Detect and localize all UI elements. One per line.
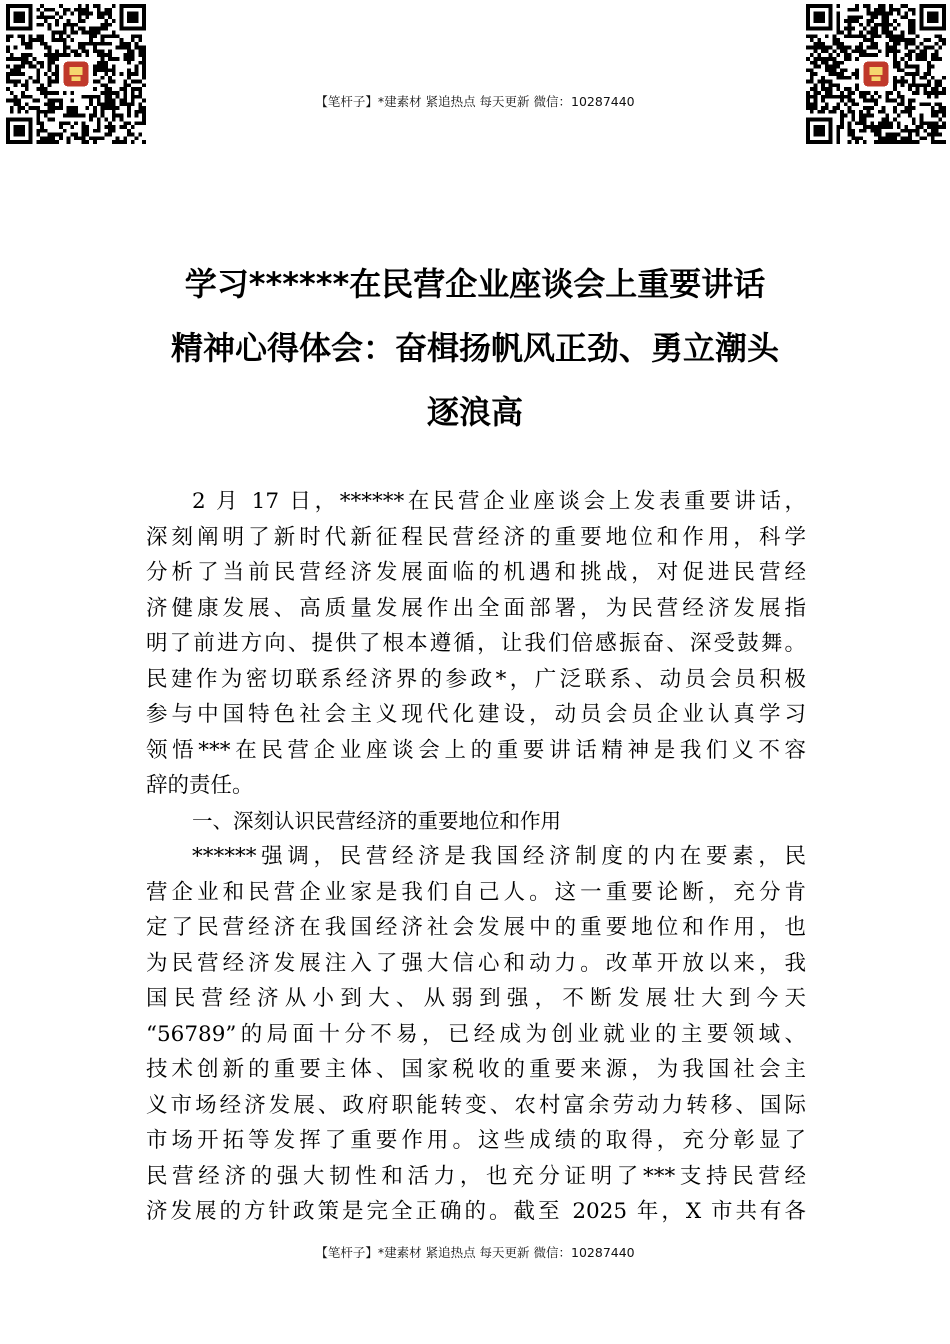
text-line: 为民营经济发展注入了强大信心和动力。改革开放以来，我 <box>146 950 806 976</box>
text-line: 技术创新的重要主体、国家税收的重要来源，为我国社会主 <box>146 1057 806 1082</box>
text-line: 济发展的方针政策是完全正确的。截至 2025 年，X 市共有各 <box>146 1199 806 1224</box>
text-line: 民建作为密切联系经济界的参政*，广泛联系、动员会员积极 <box>146 666 806 692</box>
qr-code-left <box>6 4 146 144</box>
text-line: 义市场经济发展、政府职能转变、农村富余劳动力转移、国际 <box>146 1092 806 1118</box>
title-line: 学习******在民营企业座谈会上重要讲话 <box>184 265 766 303</box>
text-line: 营企业和民营企业家是我们自己人。这一重要论断，充分肯 <box>146 879 806 905</box>
qr-code-icon <box>806 4 946 144</box>
article-body <box>146 484 806 1230</box>
text-line: 2 月 17 日，******在民营企业座谈会上发表重要讲话， <box>192 489 806 514</box>
qr-code-right <box>806 4 946 144</box>
text-line: 辞的责任。 <box>146 773 254 798</box>
text-line: 济健康发展、高质量发展作出全面部署，为民营经济发展指 <box>146 595 806 621</box>
qr-code-icon <box>6 4 146 144</box>
text-line: 明了前进方向、提供了根本遵循，让我们倍感振奋、深受鼓舞。 <box>146 631 806 656</box>
page-title <box>110 252 840 444</box>
header-note: 【笔杆子】*建素材 紧追热点 每天更新 微信：10287440 <box>315 94 635 109</box>
section-heading: 一、深刻认识民营经济的重要地位和作用 <box>192 808 561 833</box>
text-line: 市场开拓等发挥了重要作用。这些成绩的取得，充分彰显了 <box>146 1128 806 1153</box>
footer-note: 【笔杆子】*建素材 紧追热点 每天更新 微信：10287440 <box>315 1245 635 1260</box>
text-line: 国民营经济从小到大、从弱到强，不断发展壮大到今天 <box>146 986 806 1011</box>
text-line: 参与中国特色社会主义现代化建设，动员会员企业认真学习 <box>146 702 806 727</box>
title-line: 逐浪高 <box>426 393 523 431</box>
text-line: 民营经济的强大韧性和活力，也充分证明了***支持民营经 <box>146 1163 806 1189</box>
text-line: “56789”的局面十分不易，已经成为创业就业的主要领域、 <box>146 1021 806 1047</box>
text-line: 领悟***在民营企业座谈会上的重要讲话精神是我们义不容 <box>146 737 806 763</box>
text-line: 定了民营经济在我国经济社会发展中的重要地位和作用，也 <box>146 915 806 940</box>
text-line: 深刻阐明了新时代新征程民营经济的重要地位和作用，科学 <box>146 524 806 550</box>
text-line: 分析了当前民营经济发展面临的机遇和挑战，对促进民营经 <box>146 560 806 585</box>
title-line: 精神心得体会：奋楫扬帆风正劲、勇立潮头 <box>170 329 779 367</box>
text-line: ******强调，民营经济是我国经济制度的内在要素，民 <box>192 844 806 869</box>
